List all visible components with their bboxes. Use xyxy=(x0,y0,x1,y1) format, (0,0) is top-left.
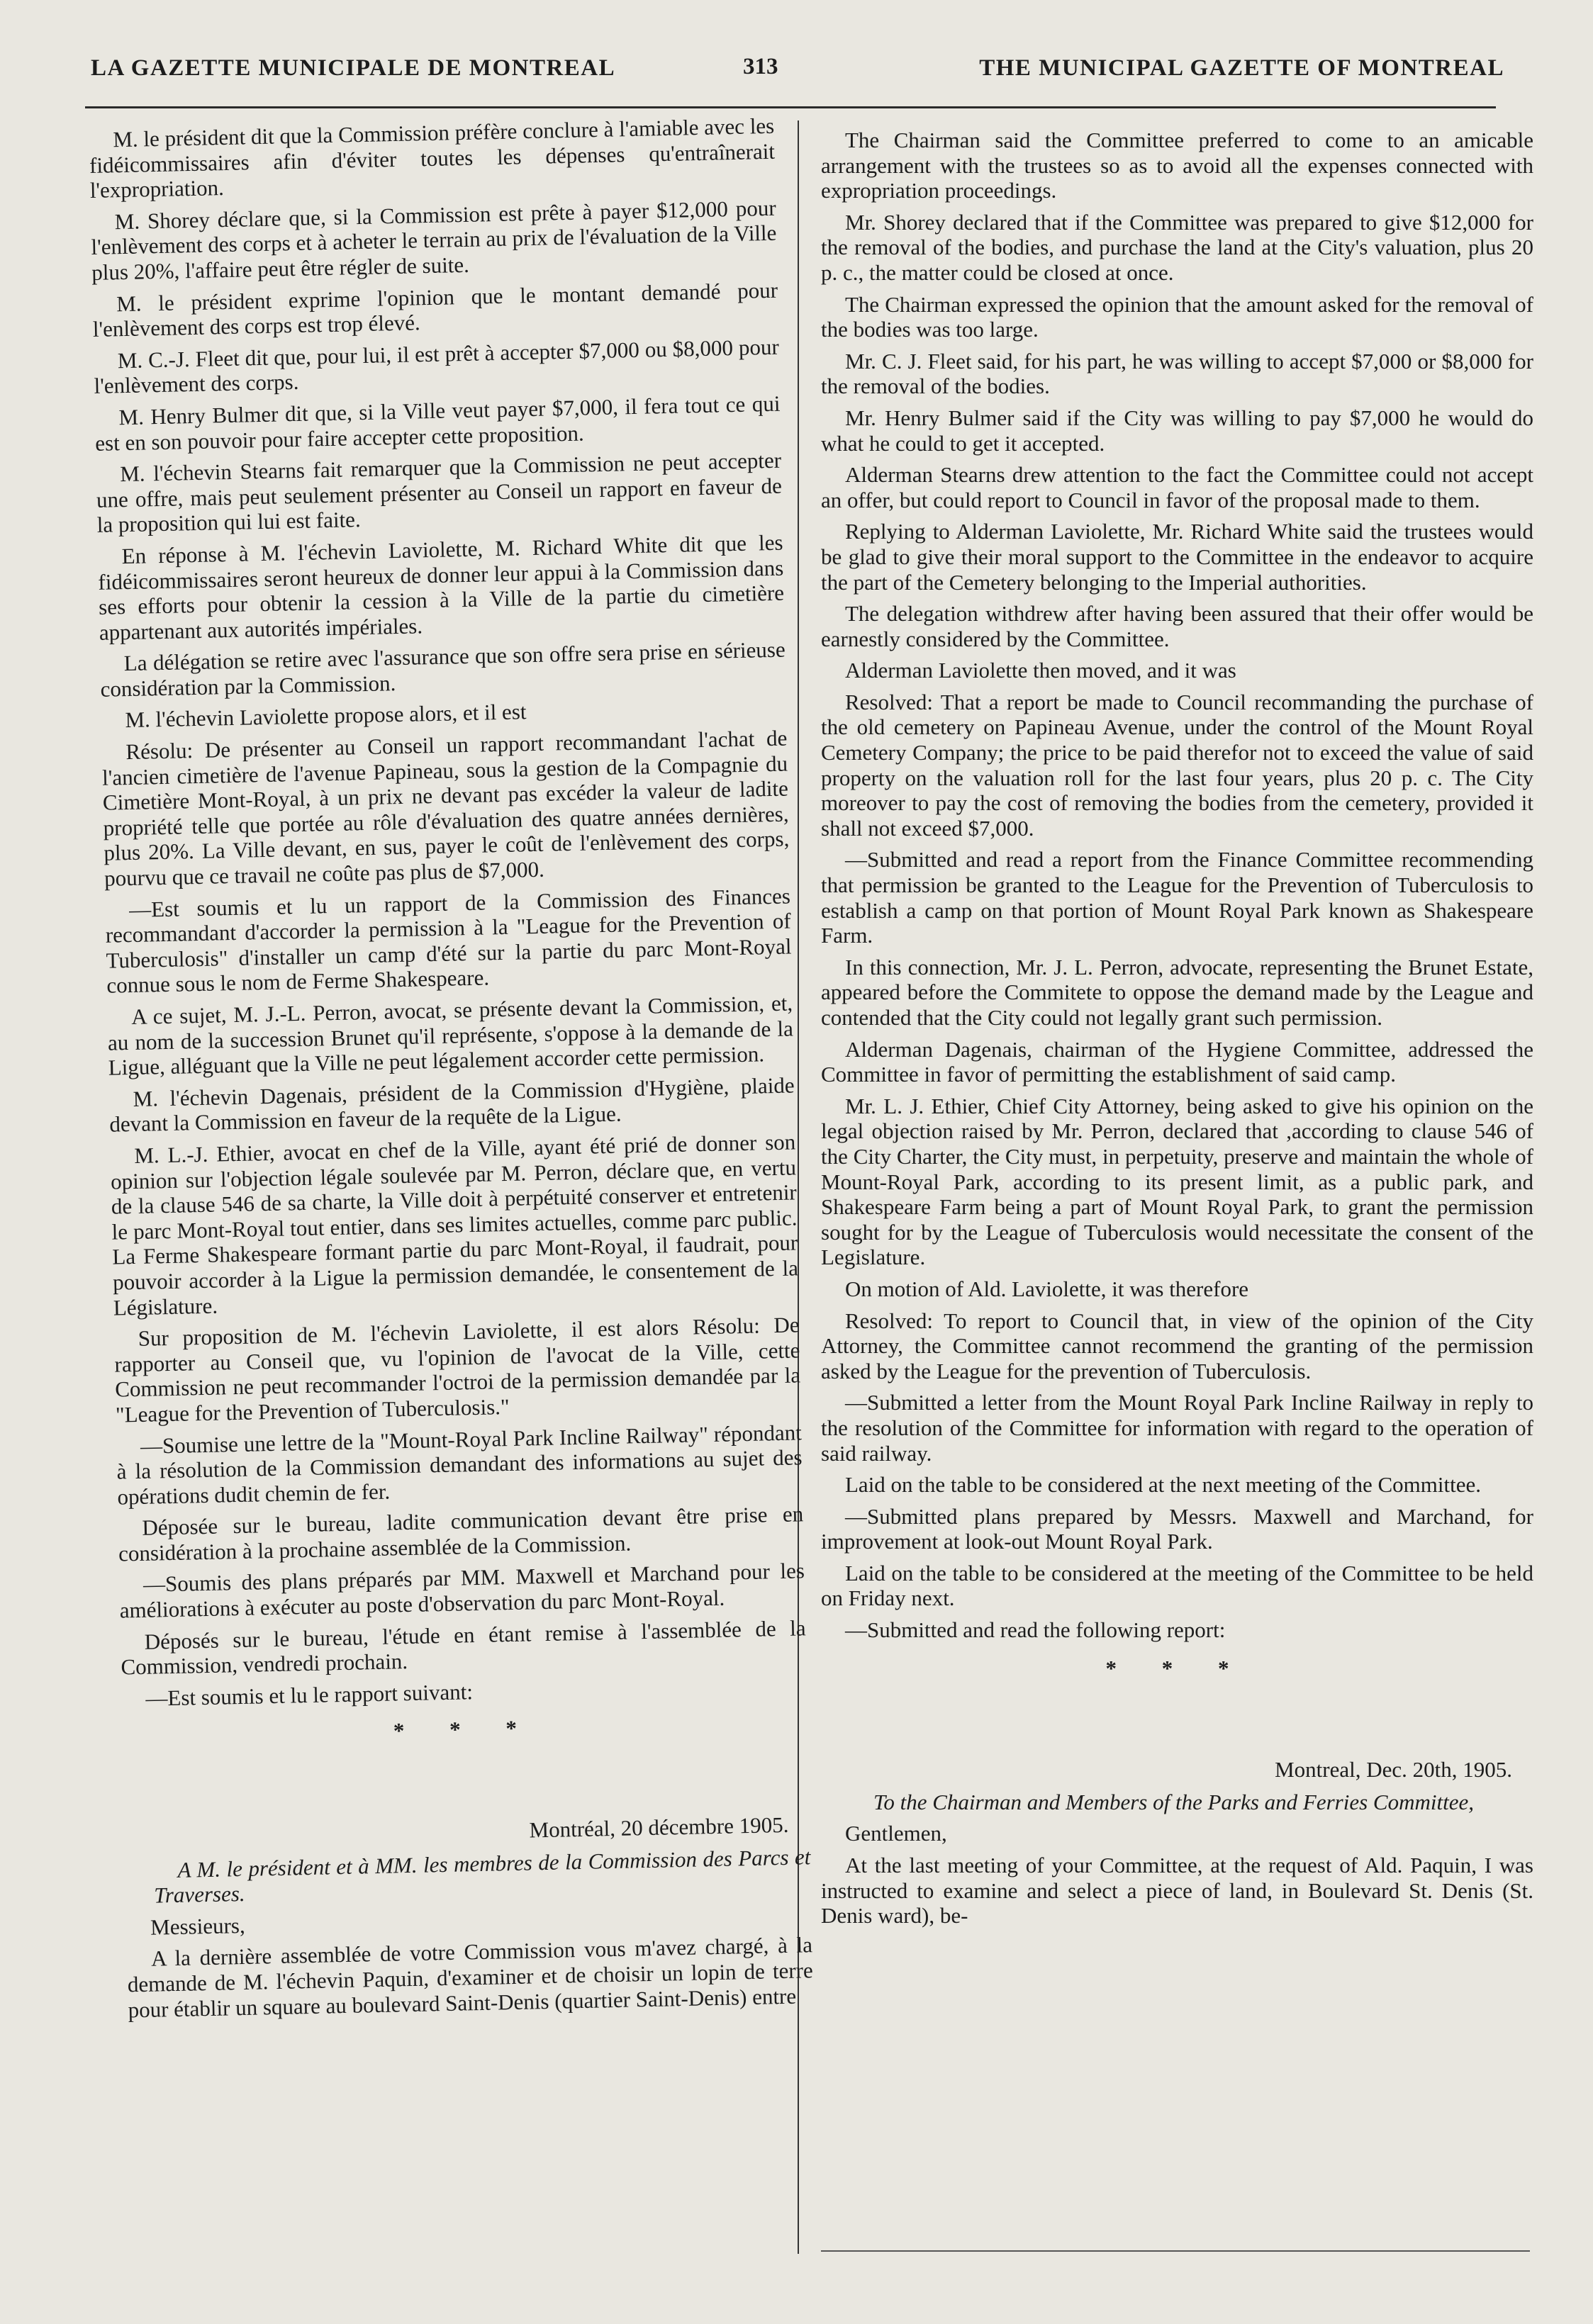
paragraph: Alderman Dagenais, chairman of the Hygiene Committee, addressed the Committee in favor of permitting the establishment of said camp. xyxy=(821,1036,1533,1087)
paragraph: Resolved: To report to Council that, in view of the opinion of the City Attorney, the Committee cannot recommend the granting of the permission asked by the League for the prevention of Tuberculosis. xyxy=(821,1308,1533,1383)
paragraph: M. C.-J. Fleet dit que, pour lui, il est prêt à accepter $7,000 ou $8,000 pour l'enlèvement des corps. xyxy=(94,334,780,399)
paragraph: In this connection, Mr. J. L. Perron, advocate, representing the Brunet Estate, appeared before the Commitete to oppose the demand made by the League and contended that the City could not legally grant such permission. xyxy=(821,954,1533,1030)
paragraph: Déposés sur le bureau, l'étude en étant remise à l'assemblée de la Commission, vendredi prochain. xyxy=(121,1615,806,1680)
section-stars: * * * xyxy=(1105,1655,1249,1680)
paragraph: Laid on the table to be considered at the next meeting of the Committee. xyxy=(845,1472,1482,1498)
paragraph: Alderman Stearns drew attention to the fact the Committee could not accept an offer, but could report to Council in favor of the proposal made to them. xyxy=(821,462,1533,512)
page-header xyxy=(91,55,1504,98)
paragraph: M. Henry Bulmer dit que, si la Ville veut payer $7,000, il fera tout ce qui est en son pouvoir pour faire accepter cette proposition. xyxy=(94,391,781,456)
paragraph: M. l'échevin Dagenais, président de la Commission d'Hygiène, plaide devant la Commission en faveur de la requête de la Ligue. xyxy=(109,1072,795,1138)
report-date: Montreal, Dec. 20th, 1905. xyxy=(1275,1757,1512,1783)
report-address: To the Chairman and Members of the Parks and Ferries Committee, xyxy=(873,1789,1474,1814)
paragraph: —Submitted a letter from the Mount Royal Park Incline Railway in reply to the resolution of the Committee for information with regard to the operation of said railway. xyxy=(821,1390,1533,1466)
paragraph: M. le président exprime l'opinion que le montant demandé pour l'enlèvement des corps est trop élevé. xyxy=(92,277,778,342)
paragraph: —Submitted plans prepared by Messrs. Maxwell and Marchand, for improvement at look-out Mount Royal Park. xyxy=(821,1503,1533,1554)
paragraph: —Soumise une lettre de la "Mount-Royal Park Incline Railway" répondant à la résolution de la Commission demandant des informations au sujet des opérations dudit chemin de fer. xyxy=(116,1419,803,1510)
paragraph: M. l'échevin Laviolette propose alors, et il est xyxy=(125,699,527,733)
paragraph: Sur proposition de M. l'échevin Laviolette, il est alors Résolu: De rapporter au Conseil que, vu l'opinion de l'avocat de la Ville, cette Commission ne peut recommander l'octroi de la permission demandée par la "League for the Prevention of Tuberculosis." xyxy=(114,1312,801,1427)
paragraph: La délégation se retire avec l'assurance que son offre sera prise en sérieuse considération par la Commission. xyxy=(100,636,786,702)
paragraph: Alderman Laviolette then moved, and it was xyxy=(845,658,1236,683)
paragraph: At the last meeting of your Committee, at the request of Ald. Paquin, I was instructed to examine and select a piece of land, in Boulevard St. Denis (St. Denis ward), be- xyxy=(821,1853,1533,1929)
paragraph: The Chairman said the Committee preferred to come to an amicable arrangement with the trustees so as to avoid all the expenses connected with expropriation proceedings. xyxy=(821,128,1533,203)
paragraph: On motion of Ald. Laviolette, it was therefore xyxy=(845,1276,1249,1301)
paragraph: Déposée sur le bureau, ladite communication devant être prise en considération à la prochaine assemblée de la Commission. xyxy=(118,1501,804,1566)
paragraph: —Est soumis et lu un rapport de la Commission des Finances recommandant d'accorder la permission à la "League for the Prevention of Tuberculosis" d'installer un camp d'été sur la partie du parc Mont-Royal connue sous le nom de Ferme Shakespeare. xyxy=(105,883,792,999)
header-french-title: LA GAZETTE MUNICIPALE DE MONTREAL xyxy=(91,55,616,81)
paragraph: Mr. L. J. Ethier, Chief City Attorney, being asked to give his opinion on the legal objection raised by Mr. Perron, declared that ,according to clause 546 of the City Charter, the City must, in perpetuity, preserve and maintain the whole of Mount-Royal Park, according to its present limit, as a public park, and Shakespeare Farm being a part of Mount Royal Park, to grant the permission sought for by the League of Tuberculosis would necessitate the consent of the Legislature. xyxy=(821,1093,1533,1270)
paragraph: Laid on the table to be considered at the meeting of the Committee to be held on Friday next. xyxy=(821,1560,1533,1611)
page-number: 313 xyxy=(743,54,778,79)
paragraph: M. Shorey déclare que, si la Commission est prête à payer $12,000 pour l'enlèvement des corps et à acheter le terrain au prix de l'évaluation de la Ville plus 20%, l'affaire peut être régler de suite. xyxy=(91,195,777,285)
paragraph: —Est soumis et lu le rapport suivant: xyxy=(145,1678,474,1711)
paragraph: Mr. Shorey declared that if the Committee was prepared to give $12,000 for the removal of the bodies, and purchase the land at the City's valuation, plus 20 p. c., the matter could be closed at once. xyxy=(821,209,1533,285)
paragraph: The delegation withdrew after having been assured that their offer would be earnestly considered by the Committee. xyxy=(821,601,1533,651)
report-address: A M. le président et à MM. les membres de la Commission des Parcs et Traverses. xyxy=(153,1843,811,1908)
header-rule xyxy=(85,106,1496,108)
paragraph: A la dernière assemblée de votre Commission vous m'avez chargé, à la demande de M. l'échevin Paquin, d'examiner et de choisir un lopin de terre pour établir un square au boulevard Saint-Denis (quartier Saint-Denis) entre xyxy=(127,1932,814,2023)
paragraph: Replying to Alderman Laviolette, Mr. Richard White said the trustees would be glad to give their moral support to the Committee in the endeavor to acquire the part of the Cemetery belonging to the Imperial authorities. xyxy=(821,519,1533,595)
resolution-paragraph: Resolved: That a report be made to Council recommanding the purchase of the old cemetery on Papineau Avenue, under the control of the Mount Royal Cemetery Company; the price to be paid therefor not to exceed the value of said property on the valuation roll for the last four years, plus 20 p. c. The City moreover to pay the cost of removing the bodies from the cemetery, provided it shall not exceed $7,000. xyxy=(821,689,1533,841)
paragraph: —Submitted and read the following report: xyxy=(845,1617,1226,1643)
paragraph: M. le président dit que la Commission préfère conclure à l'amiable avec les fidéicommissaires afin d'éviter toutes les dépenses qu'entraînerait l'expropriation. xyxy=(89,113,776,203)
paragraph: M. L.-J. Ethier, avocat en chef de la Ville, ayant été prié de donner son opinion sur l'objection légale soulevée par M. Perron, déclare que, en vertu de la clause 546 de sa charte, la Ville doit à perpétuité conserver et entretenir le parc Mont-Royal tout entier, dans ses limites actuelles, comme parc public. La Ferme Shakespeare formant partie du parc Mont-Royal, il faudrait, pour pouvoir accorder à la Ligue la permission demandée, le consentement de la Législature. xyxy=(110,1129,799,1320)
paragraph: M. l'échevin Stearns fait remarquer que la Commission ne peut accepter une offre, mais peut seulement présenter au Conseil un rapport en faveur de la proposition qui lui est faite. xyxy=(96,447,783,538)
header-english-title: THE MUNICIPAL GAZETTE OF MONTREAL xyxy=(979,55,1504,81)
paragraph: Mr. C. J. Fleet said, for his part, he was willing to accept $7,000 or $8,000 for the removal of the bodies. xyxy=(821,348,1533,399)
resolution-paragraph: Résolu: De présenter au Conseil un rapport recommandant l'achat de l'ancien cimetière de l'avenue Papineau, sous la gestion de la Compagnie du Cimetière Mont-Royal, à un prix ne devant pas excéder la valeur de ladite propriété telle que portée au rôle d'évaluation des quatre années dernières, plus 20%. La Ville devant, en sus, payer le coût de l'enlèvement des corps, pourvu que ce travail ne coûte pas plus de $7,000. xyxy=(101,725,790,891)
paragraph: Mr. Henry Bulmer said if the City was willing to pay $7,000 he would do what he could to get it accepted. xyxy=(821,405,1533,456)
english-column xyxy=(821,128,1533,1935)
paragraph: En réponse à M. l'échevin Laviolette, M. Richard White dit que les fidéicommissaires seront heureux de donner leur appui à la Commission dans ses efforts pour obtenir la cession à la Ville de la partie du cimetière appartenant aux autorités impériales. xyxy=(98,529,785,645)
salutation: Messieurs, xyxy=(150,1912,245,1940)
french-column xyxy=(89,113,814,2029)
paragraph: The Chairman expressed the opinion that the amount asked for the removal of the bodies was too large. xyxy=(821,291,1533,342)
section-stars: * * * xyxy=(393,1715,537,1744)
report-date: Montréal, 20 décembre 1905. xyxy=(529,1812,789,1843)
footer-rule xyxy=(821,2250,1530,2252)
paragraph: A ce sujet, M. J.-L. Perron, avocat, se présente devant la Commission, et, au nom de la succession Brunet qu'il représente, s'oppose à la demande de la Ligue, alléguant que la Ville ne peut légalement accorder cette permission. xyxy=(107,990,794,1080)
salutation: Gentlemen, xyxy=(845,1821,947,1846)
paragraph: —Submitted and read a report from the Finance Committee recommending that permission be granted to the League for the Prevention of Tuberculosis to establish a camp on that portion of Mount Royal Park known as Shakespeare Farm. xyxy=(821,847,1533,948)
paragraph: —Soumis des plans préparés par MM. Maxwell et Marchand pour les améliorations à exécuter au poste d'observation du parc Mont-Royal. xyxy=(119,1558,805,1623)
